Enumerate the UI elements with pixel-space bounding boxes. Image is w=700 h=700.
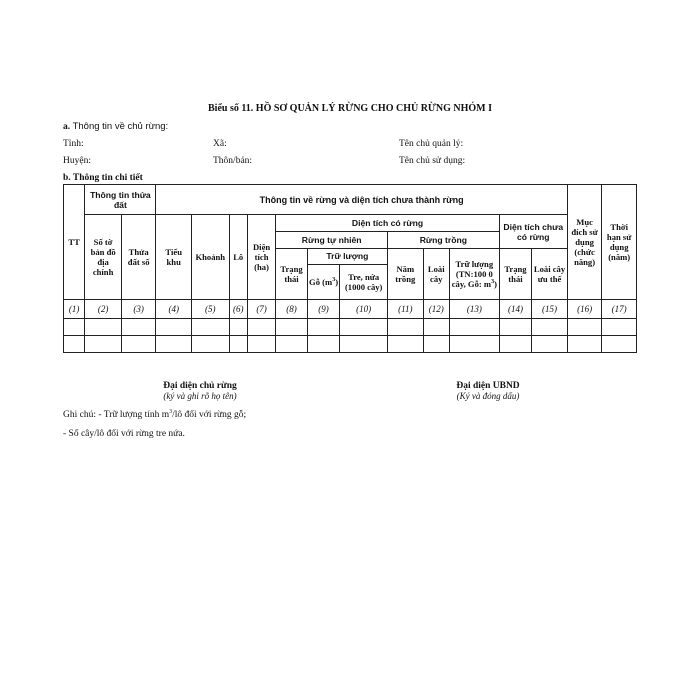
owner-signature-block	[130, 381, 270, 401]
col-num: (2)	[85, 300, 122, 319]
village-label: Thôn/bản:	[213, 156, 253, 166]
header-plant-year: Năm trồng	[388, 249, 424, 300]
header-unforested-area: Diện tích chưa có rừng	[499, 215, 567, 249]
header-dominant-species: Loài cây ưu thế	[532, 249, 568, 300]
header-forest-info: Thông tin về rừng và diện tích chưa thành rừng	[156, 185, 567, 215]
manager-name-label: Tên chủ quản lý:	[399, 139, 464, 149]
ubnd-signature-note: (Ký và đóng dấu)	[456, 391, 520, 401]
header-area: Diện tích (ha)	[247, 215, 275, 300]
owner-signature-note: (ký và ghi rõ họ tên)	[163, 391, 237, 401]
header-planted-volume: Trữ lượng (TN:100 0 cây, Gỗ: $m^3$)	[449, 249, 499, 300]
column-number-row	[64, 300, 637, 319]
header-land-info: Thông tin thửa đất	[85, 185, 156, 215]
col-num: (1)	[64, 300, 85, 319]
header-duration: Thời hạn sử dụng (năm)	[602, 185, 637, 300]
col-num: (5)	[191, 300, 229, 319]
header-bamboo: Tre, nứa (1000 cây)	[344, 271, 383, 292]
note-line-2: - Số cây/lô đối với rừng tre nứa.	[63, 429, 185, 439]
section-a-heading: a. Thông tin về chủ rừng:	[63, 121, 169, 132]
note-line-1: Ghi chú: - Trữ lượng tính $m^3/lô$ đối với rừng gỗ;	[63, 408, 247, 420]
col-num: (17)	[602, 300, 637, 319]
col-num: (14)	[499, 300, 532, 319]
col-num: (4)	[156, 300, 192, 319]
province-label: Tỉnh:	[63, 139, 84, 149]
col-num: (16)	[567, 300, 602, 319]
header-parcel-no: Thửa đất số	[121, 215, 156, 300]
col-num: (3)	[121, 300, 156, 319]
header-compartment: Khoảnh	[191, 215, 229, 300]
table-row	[64, 319, 637, 336]
col-num: (11)	[388, 300, 424, 319]
col-num: (10)	[340, 300, 388, 319]
owner-signature-title: Đại diện chủ rừng	[163, 381, 237, 391]
header-wood: Gỗ $(m^3)$	[308, 264, 340, 299]
header-plot: Lô	[229, 215, 247, 300]
section-b-heading: b. Thông tin chi tiết	[63, 173, 143, 183]
forest-management-table	[63, 184, 637, 353]
commune-label: Xã:	[213, 139, 227, 149]
header-natural-forest: Rừng tự nhiên	[276, 232, 388, 249]
header-forested-area: Diện tích có rừng	[276, 215, 499, 232]
header-tt: TT	[64, 185, 85, 300]
header-purpose: Mục đích sử dụng (chức năng)	[567, 185, 602, 300]
user-name-label: Tên chủ sử dụng:	[399, 156, 466, 166]
ubnd-signature-block	[418, 381, 558, 401]
header-map-sheet: Số tờ bản đồ địa chính	[85, 215, 122, 300]
header-status-2: Trạng thái	[499, 249, 532, 300]
col-num: (8)	[276, 300, 307, 319]
col-num: (6)	[229, 300, 247, 319]
col-num: (7)	[247, 300, 275, 319]
header-volume-group	[307, 249, 387, 300]
col-num: (12)	[423, 300, 449, 319]
ubnd-signature-title: Đại diện UBND	[456, 381, 520, 391]
district-label: Huyện:	[63, 156, 91, 166]
col-num: (9)	[307, 300, 340, 319]
volume-subtable	[308, 249, 387, 299]
col-num: (13)	[449, 300, 499, 319]
header-status: Trạng thái	[276, 249, 307, 300]
header-planted-forest: Rừng trồng	[388, 232, 500, 249]
header-volume: Trữ lượng	[308, 249, 387, 264]
header-sub-zone: Tiểu khu	[156, 215, 192, 300]
header-species: Loài cây	[423, 249, 449, 300]
table-row	[64, 336, 637, 353]
page-title: Biểu số 11. HỒ SƠ QUẢN LÝ RỪNG CHO CHỦ RỪNG NHÓM I	[208, 103, 492, 114]
col-num: (15)	[532, 300, 568, 319]
